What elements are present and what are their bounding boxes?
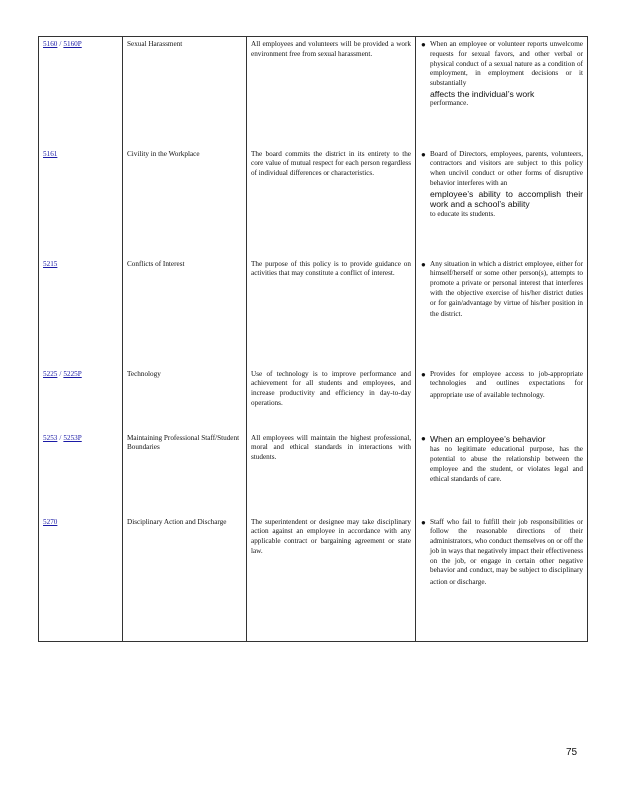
link-separator: /	[59, 40, 62, 48]
link-separator: /	[59, 433, 62, 442]
page-number: 75	[566, 747, 578, 758]
applicability-text-tail: performance.	[430, 99, 469, 108]
applicability-list	[420, 370, 583, 401]
policy-number-cell	[39, 367, 123, 431]
policy-title-cell	[123, 431, 247, 515]
table-row	[39, 37, 588, 147]
applicability-text-tail: has no legitimate educational purpose, has the potential to abuse the relationship between the employee and the student, or violates legal and ethical standards of care.	[430, 445, 583, 483]
policy-title: Sexual Harassment	[127, 40, 183, 48]
policy-description: The purpose of this policy is to provide guidance on activities that may constitute a conflict of interest.	[251, 259, 411, 278]
policy-number-link[interactable]: 5161	[43, 149, 58, 158]
applicability-text: Provides for employee access to job-appropriate technologies and outlines expectations for appropriate use of available technology.	[430, 369, 583, 400]
policy-title-cell	[123, 515, 247, 642]
applicability-text-emphasis: When an employee’s behavior	[430, 433, 546, 444]
bullet-icon: ●	[421, 259, 426, 269]
policy-description-cell	[247, 147, 416, 257]
policy-number-link[interactable]: 5225P	[63, 369, 82, 378]
applicability-list	[420, 40, 583, 109]
policy-title: Civility in the Workplace	[127, 149, 200, 158]
policy-applicability-cell	[416, 37, 588, 147]
policy-applicability-cell	[416, 257, 588, 367]
policy-description-cell	[247, 515, 416, 642]
applicability-text: Staff who fail to fulfill their job responsibilities or follow the reasonable directions of their administrators, who conduct themselves on or off the job in ways that negatively impact their effectiveness on the job, or engage in certain other negative behavior and conduct, may be subject to disciplinary action or discharge.	[430, 517, 583, 587]
link-separator: /	[59, 369, 62, 378]
policy-title: Conflicts of Interest	[127, 259, 185, 268]
applicability-text: Board of Directors, employees, parents, volunteers, contractors and visitors are subject to this policy when uncivil conduct or other forms of disruptive behavior interferes with an	[430, 149, 583, 187]
policy-number-cell	[39, 257, 123, 367]
policy-description-cell	[247, 257, 416, 367]
applicability-list	[420, 518, 583, 589]
table-row	[39, 515, 588, 642]
bullet-icon: ●	[421, 369, 426, 379]
policy-number-cell	[39, 431, 123, 515]
policy-number-cell	[39, 37, 123, 147]
policy-title-cell	[123, 257, 247, 367]
applicability-text-emphasis: employee’s ability to accomplish their work and a school’s ability	[430, 188, 583, 210]
applicability-item	[421, 149, 583, 220]
applicability-item	[421, 369, 583, 401]
policy-description-cell	[247, 367, 416, 431]
policy-number-link[interactable]: 5215	[43, 259, 58, 268]
policy-title: Disciplinary Action and Discharge	[127, 517, 227, 526]
policy-applicability-cell	[416, 147, 588, 257]
applicability-text: Any situation in which a district employee, either for himself/herself or some other person(s), attempts to promote a private or personal interest that interferes with the objective exercise of his/her district duties or for gain/advantage by virtue of his/her position in the district.	[430, 259, 583, 319]
table-row	[39, 431, 588, 515]
policy-number-link[interactable]: 5225	[43, 369, 58, 378]
policy-description: The superintendent or designee may take disciplinary action against an employee in accordance with any applicable contract or bargaining agreement or state law.	[251, 517, 411, 555]
policy-description: Use of technology is to improve performance and achievement for all students and employees, and increase productivity and efficiency in day-to-day operations.	[251, 369, 411, 407]
applicability-text: When an employee or volunteer reports unwelcome requests for sexual favors, and other verbal or physical conduct of a sexual nature as a condition of employment, in employment decisions or it substantially	[430, 40, 583, 88]
policy-description-cell	[247, 37, 416, 147]
applicability-item	[421, 259, 583, 321]
policy-description: The board commits the district in its entirety to the core value of mutual respect for each person regardless of individual differences or characteristics.	[251, 149, 411, 178]
policy-table-body	[39, 37, 588, 642]
policy-number-link[interactable]: 5160	[43, 40, 58, 48]
policy-applicability-cell	[416, 515, 588, 642]
policy-applicability-cell	[416, 431, 588, 515]
policy-number-cell	[39, 515, 123, 642]
policy-number-cell	[39, 147, 123, 257]
applicability-item	[421, 433, 583, 485]
table-row	[39, 257, 588, 367]
policy-title-cell	[123, 147, 247, 257]
applicability-text-tail: to educate its students.	[430, 209, 496, 218]
bullet-icon: ●	[421, 433, 426, 443]
policy-number-link[interactable]: 5160P	[63, 40, 82, 48]
policy-title: Maintaining Professional Staff/Student Boundaries	[127, 433, 240, 452]
policy-title-cell	[123, 37, 247, 147]
policy-description: All employees will maintain the highest professional, moral and ethical standards in interactions with students.	[251, 433, 411, 462]
applicability-list	[420, 260, 583, 321]
table-row	[39, 147, 588, 257]
bullet-icon: ●	[421, 149, 426, 159]
policy-number-link[interactable]: 5253P	[63, 433, 82, 442]
policy-description: All employees and volunteers will be provided a work environment free from sexual harassment.	[251, 40, 411, 58]
policy-title-cell	[123, 367, 247, 431]
applicability-list	[420, 150, 583, 220]
applicability-list	[420, 434, 583, 485]
bullet-icon: ●	[421, 517, 426, 527]
policy-applicability-cell	[416, 367, 588, 431]
policy-number-link[interactable]: 5270	[43, 517, 58, 526]
applicability-item	[421, 517, 583, 589]
policy-number-link[interactable]: 5253	[43, 433, 58, 442]
policy-table	[38, 36, 588, 642]
applicability-text-emphasis: affects the individual’s work	[430, 88, 535, 99]
policy-description-cell	[247, 431, 416, 515]
bullet-icon: ●	[421, 40, 426, 49]
table-row	[39, 367, 588, 431]
policy-title: Technology	[127, 369, 161, 378]
applicability-item	[421, 40, 583, 109]
